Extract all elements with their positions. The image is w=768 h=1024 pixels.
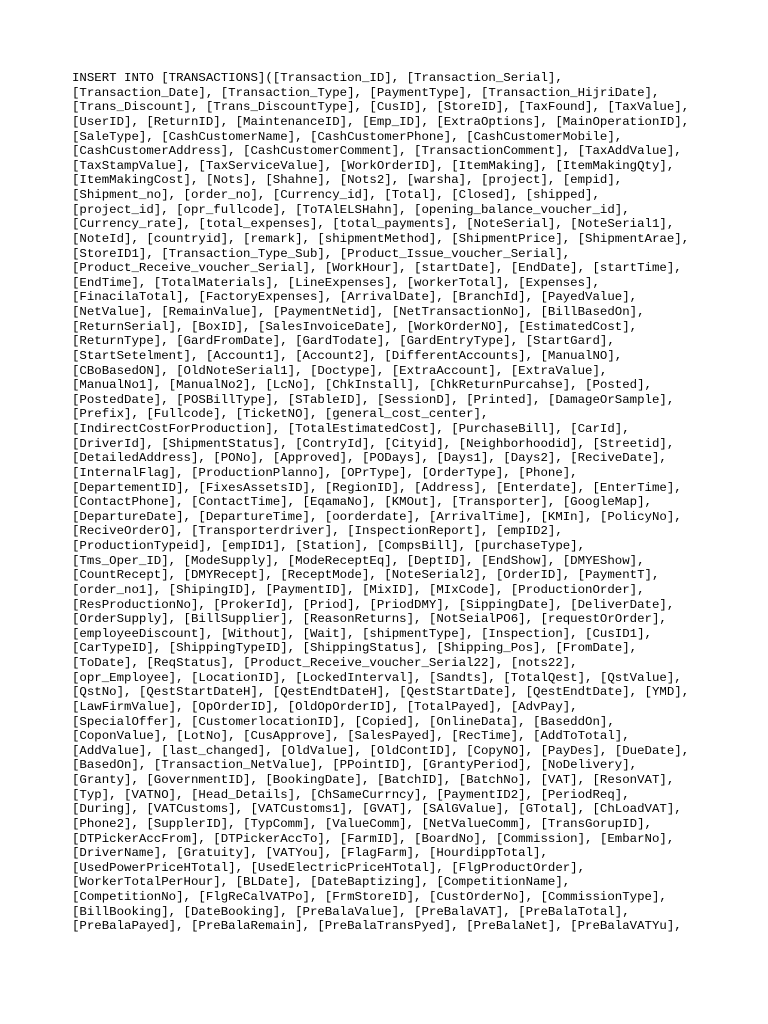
sql-line: [Shipment_no], [order_no], [Currency_id], [Total], [Closed], [shipped], bbox=[72, 188, 600, 202]
sql-line: [Typ], [VATNO], [Head_Details], [ChSameCurrncy], [PaymentID2], [PeriodReq], bbox=[72, 787, 630, 802]
sql-line: [IndirectCostForProduction], [TotalEstimatedCost], [PurchaseBill], [CarId], bbox=[72, 422, 630, 436]
sql-line: [Trans_Discount], [Trans_DiscountType], [CusID], [StoreID], [TaxFound], [TaxValue], bbox=[72, 100, 690, 115]
sql-line: [PostedDate], [POSBillType], [STableID], [SessionD], [Printed], [DamageOrSample], bbox=[72, 392, 675, 407]
sql-line: [DepartementID], [FixesAssetsID], [RegionID], [Address], [Enterdate], [EnterTime], bbox=[72, 480, 682, 495]
sql-line: [During], [VATCustoms], [VATCustoms1], [GVAT], [SAlGValue], [GTotal], [ChLoadVAT], bbox=[72, 802, 682, 817]
sql-line: [ReturnType], [GardFromDate], [GardTodate], [GardEntryType], [StartGard], bbox=[72, 334, 615, 349]
sql-line: [UsedPowerPriceHTotal], [UsedElectricPriceHTotal], [FlgProductOrder], bbox=[72, 860, 586, 875]
sql-line: [InternalFlag], [ProductionPlanno], [OPrType], [OrderType], [Phone], bbox=[72, 465, 578, 480]
sql-line: [CoponValue], [LotNo], [CusApprove], [SalesPayed], [RecTime], [AddToTotal], bbox=[72, 729, 630, 744]
sql-line: [opr_Employee], [LocationID], [LockedInterval], [Sandts], [TotalQest], [QstValue], bbox=[72, 670, 682, 685]
sql-line: [ProductionTypeid], [empID1], [Station], [CompsBill], [purchaseType], bbox=[72, 539, 586, 553]
sql-line: [project_id], [opr_fullcode], [ToTAlELSHahn], [opening_balance_voucher_id], bbox=[72, 202, 630, 217]
sql-line: [LawFirmValue], [OpOrderID], [OldOpOrderID], [TotalPayed], [AdvPay], bbox=[72, 699, 578, 714]
sql-line: [Granty], [GovernmentID], [BookingDate], [BatchID], [BatchNo], [VAT], [ResonVAT], bbox=[72, 773, 675, 787]
sql-insert-statement bbox=[72, 71, 712, 934]
sql-line: INSERT INTO [TRANSACTIONS]([Transaction_ID], [Transaction_Serial], bbox=[72, 71, 563, 85]
sql-line: [Transaction_Date], [Transaction_Type], [PaymentType], [Transaction_HijriDate], bbox=[72, 85, 660, 100]
sql-line: [Phone2], [SupplerID], [TypComm], [ValueComm], [NetValueComm], [TransGorupID], bbox=[72, 816, 652, 831]
sql-line: [Tms_Oper_ID], [ModeSupply], [ModeReceptEq], [DeptID], [EndShow], [DMYEShow], bbox=[72, 553, 645, 568]
sql-line: [PreBalaPayed], [PreBalaRemain], [PreBalaTransPyed], [PreBalaNet], [PreBalaVATYu], bbox=[72, 919, 682, 934]
sql-line: [CBoBasedON], [OldNoteSerial1], [Doctype], [ExtraAccount], [ExtraValue], bbox=[72, 363, 608, 378]
sql-line: [CashCustomerAddress], [CashCustomerComment], [TransactionComment], [TaxAddValue], bbox=[72, 144, 682, 159]
sql-line: [SaleType], [CashCustomerName], [CashCustomerPhone], [CashCustomerMobile], bbox=[72, 129, 623, 144]
sql-line: [StartSetelment], [Account1], [Account2], [DifferentAccounts], [ManualNO], bbox=[72, 348, 623, 363]
sql-line: [CompetitionNo], [FlgReCalVATPo], [FrmStoreID], [CustOrderNo], [CommissionType], bbox=[72, 890, 667, 904]
sql-line: [OrderSupply], [BillSupplier], [ReasonReturns], [NotSeialPO6], [requestOrOrder], bbox=[72, 612, 667, 627]
sql-line: [CarTypeID], [ShippingTypeID], [ShippingStatus], [Shipping_Pos], [FromDate], bbox=[72, 641, 638, 656]
sql-line: [UserID], [ReturnID], [MaintenanceID], [Emp_ID], [ExtraOptions], [MainOperationID], bbox=[72, 114, 690, 129]
sql-line: [ContactPhone], [ContactTime], [EqamaNo], [KMOut], [Transporter], [GoogleMap], bbox=[72, 495, 652, 510]
sql-line: [StoreID1], [Transaction_Type_Sub], [Product_Issue_voucher_Serial], bbox=[72, 246, 571, 261]
sql-line: [ReciveOrderO], [Transporterdriver], [InspectionReport], [empID2], bbox=[72, 524, 563, 539]
sql-line: [TaxStampValue], [TaxServiceValue], [WorkOrderID], [ItemMaking], [ItemMakingQty], bbox=[72, 158, 675, 173]
sql-line: [WorkerTotalPerHour], [BLDate], [DateBaptizing], [CompetitionName], bbox=[72, 875, 571, 890]
sql-line: [SpecialOffer], [CustomerlocationID], [Copied], [OnlineData], [BaseddOn], bbox=[72, 714, 615, 729]
sql-line: [QstNo], [QestStartDateH], [QestEndtDateH], [QestStartDate], [QestEndtDate], [YMD], bbox=[72, 685, 690, 700]
sql-line: [DTPickerAccFrom], [DTPickerAccTo], [FarmID], [BoardNo], [Commission], [EmbarNo], bbox=[72, 831, 675, 846]
sql-line: [NetValue], [RemainValue], [PaymentNetid], [NetTransactionNo], [BillBasedOn], bbox=[72, 305, 645, 319]
sql-line: [DriverId], [ShipmentStatus], [ContryId], [Cityid], [Neighborhoodid], [Streetid], bbox=[72, 436, 675, 451]
sql-line: [NoteId], [countryid], [remark], [shipmentMethod], [ShipmentPrice], [ShipmentArae], bbox=[72, 231, 690, 246]
sql-line: [ManualNo1], [ManualNo2], [LcNo], [ChkInstall], [ChkReturnPurcahse], [Posted], bbox=[72, 378, 652, 393]
sql-line: [DriverName], [Gratuity], [VATYou], [FlagFarm], [HourdippTotal], bbox=[72, 846, 548, 861]
sql-line: [Currency_rate], [total_expenses], [total_payments], [NoteSerial], [NoteSerial1], bbox=[72, 217, 675, 232]
sql-line: [ToDate], [ReqStatus], [Product_Receive_voucher_Serial22], [nots22], bbox=[72, 656, 578, 670]
sql-line: [Prefix], [Fullcode], [TicketNO], [general_cost_center], bbox=[72, 407, 489, 422]
sql-line: [FinacilaTotal], [FactoryExpenses], [ArrivalDate], [BranchId], [PayedValue], bbox=[72, 290, 638, 305]
sql-line: [AddValue], [last_changed], [OldValue], [OldContID], [CopyNO], [PayDes], [DueDate], bbox=[72, 743, 690, 758]
sql-line: [EndTime], [TotalMaterials], [LineExpenses], [workerTotal], [Expenses], bbox=[72, 275, 600, 290]
sql-line: [DetailedAddress], [PONo], [Approved], [PODays], [Days1], [Days2], [ReciveDate], bbox=[72, 451, 667, 466]
sql-line: [ResProductionNo], [ProkerId], [Priod], [PriodDMY], [SippingDate], [DeliverDate], bbox=[72, 597, 675, 612]
sql-line: [BillBooking], [DateBooking], [PreBalaValue], [PreBalaVAT], [PreBalaTotal], bbox=[72, 904, 630, 919]
sql-line: [employeeDiscount], [Without], [Wait], [shipmentType], [Inspection], [CusID1], bbox=[72, 626, 652, 641]
sql-line: [order_no1], [ShipingID], [PaymentID], [MixID], [MIxCode], [ProductionOrder], bbox=[72, 582, 645, 597]
sql-line: [DepartureDate], [DepartureTime], [oorderdate], [ArrivalTime], [KMIn], [PolicyNo], bbox=[72, 509, 682, 524]
sql-line: [CountRecept], [DMYRecept], [ReceptMode], [NoteSerial2], [OrderID], [PaymentT], bbox=[72, 568, 660, 583]
sql-line: [ItemMakingCost], [Nots], [Shahne], [Nots2], [warsha], [project], [empid], bbox=[72, 173, 623, 188]
sql-line: [Product_Receive_voucher_Serial], [WorkHour], [startDate], [EndDate], [startTime], bbox=[72, 261, 682, 276]
sql-line: [BasedOn], [Transaction_NetValue], [PPointID], [GrantyPeriod], [NoDelivery], bbox=[72, 758, 638, 773]
sql-line: [ReturnSerial], [BoxID], [SalesInvoiceDate], [WorkOrderNO], [EstimatedCost], bbox=[72, 319, 638, 334]
